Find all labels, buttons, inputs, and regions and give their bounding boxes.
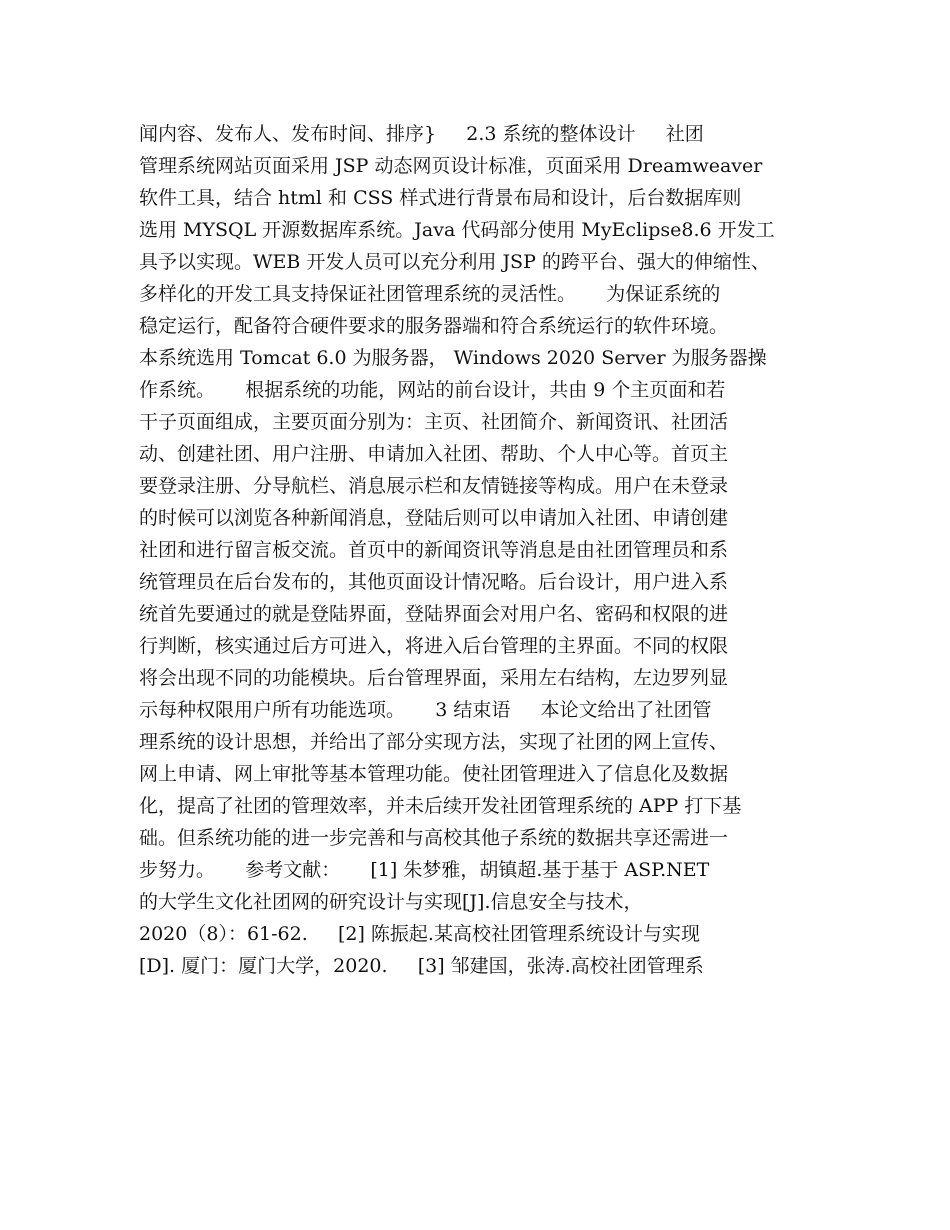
text-line: 统首先要通过的就是登陆界面，登陆界面会对用户名、密码和权限的进 <box>139 603 729 625</box>
text-line: 要登录注册、分导航栏、消息展示栏和友情链接等构成。用户在未登录 <box>139 475 729 497</box>
text-line: 统管理员在后台发布的，其他页面设计情况略。后台设计，用户进入系 <box>139 571 729 593</box>
text-line: 网上申请、网上审批等基本管理功能。使社团管理进入了信息化及数据 <box>139 763 729 785</box>
text-line: 作系统。 根据系统的功能，网站的前台设计，共由 9 个主页面和若 <box>139 379 726 401</box>
text-line: 将会出现不同的功能模块。后台管理界面，采用左右结构，左边罗列显 <box>139 667 729 689</box>
text-line: 示每种权限用户所有功能选项。 3 结束语 本论文给出了社团管 <box>139 699 712 721</box>
text-line: 具予以实现。WEB 开发人员可以充分利用 JSP 的跨平台、强大的伸缩性、 <box>139 251 770 273</box>
text-line: 选用 MYSQL 开源数据库系统。Java 代码部分使用 MyEclipse8.6 开发工 <box>139 219 775 241</box>
text-line: 稳定运行，配备符合硬件要求的服务器端和符合系统运行的软件环境。 <box>139 315 729 337</box>
text-line: 软件工具，结合 html 和 CSS 样式进行背景布局和设计，后台数据库则 <box>139 187 742 209</box>
text-line: 2020（8）：61-62. [2] 陈振起.某高校社团管理系统设计与实现 <box>139 923 700 945</box>
text-line: 社团和进行留言板交流。首页中的新闻资讯等消息是由社团管理员和系 <box>139 539 729 561</box>
text-line: [D]. 厦门：厦门大学，2020. [3] 邹建国，张涛.高校社团管理系 <box>139 955 704 977</box>
text-line: 理系统的设计思想，并给出了部分实现方法，实现了社团的网上宣传、 <box>139 731 729 753</box>
text-line: 多样化的开发工具支持保证社团管理系统的灵活性。 为保证系统的 <box>139 283 721 305</box>
body-text <box>139 118 829 982</box>
text-line: 动、创建社团、用户注册、申请加入社团、帮助、个人中心等。首页主 <box>139 443 729 465</box>
text-line: 的时候可以浏览各种新闻消息，登陆后则可以申请加入社团、申请创建 <box>139 507 729 529</box>
text-line: 干子页面组成，主要页面分别为：主页、社团简介、新闻资讯、社团活 <box>139 411 729 433</box>
text-line: 管理系统网站页面采用 JSP 动态网页设计标准，页面采用 Dreamweaver <box>139 155 763 177</box>
text-line: 础。但系统功能的进一步完善和与高校其他子系统的数据共享还需进一 <box>139 827 729 849</box>
text-line: 的大学生文化社团网的研究设计与实现[J].信息安全与技术， <box>139 891 643 913</box>
text-line: 化，提高了社团的管理效率，并未后续开发社团管理系统的 APP 打下基 <box>139 795 742 817</box>
text-line: 行判断，核实通过后方可进入，将进入后台管理的主界面。不同的权限 <box>139 635 729 657</box>
text-line: 本系统选用 Tomcat 6.0 为服务器， Windows 2020 Server 为服务器操 <box>139 347 767 369</box>
text-line: 闻内容、发布人、发布时间、排序} 2.3 系统的整体设计 社团 <box>139 123 704 145</box>
text-line: 步努力。 参考文献： [1] 朱梦雅，胡镇超.基于基于 ASP.NET <box>139 859 710 881</box>
